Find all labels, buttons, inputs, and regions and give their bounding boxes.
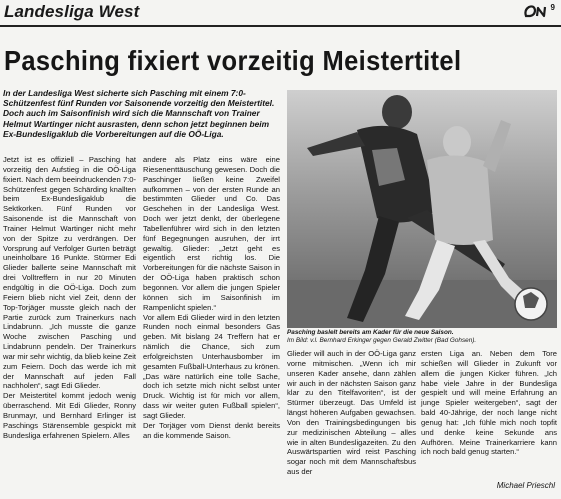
article-headline: Pasching fixiert vorzeitig Meistertitel (4, 45, 462, 76)
page-number: 9 (550, 3, 555, 12)
paragraph: Vor allem Edi Glieder wird in den letzten Runden noch einmal besonders Gas geben. Mit bislang 24 Treffern hat er nämlich die Chance, sich zum erfolgreichsten Unterhausbomber im gesamten Fußball-Unterhaus zu krönen. „Das wäre natürlich eine tolle Sache, doch ich setzte mich nicht selbst unter Druck. Wichtig ist für mich vor allem, dass wir weiter guten Fußball spielen“, sagt Glieder. (143, 312, 280, 420)
text-column-4 (421, 349, 557, 457)
paragraph: ersten Liga an. Neben dem Tore schießen will Glieder in Zukunft vor allem die jungen Kicker führen. „Ich habe viele Jahre in der Bundesliga gespielt und will meine Erfahrung an junge Spieler weitergeben“, sagt der bald 40-Jährige, der noch lange nicht genug hat: „Ich fühle mich noch topfit und denke keine Sekunde ans Aufhören. Meine Trainerkarriere kann ich noch bald genug starten.“ (421, 349, 557, 457)
photo-caption (287, 329, 557, 344)
header-divider (0, 25, 561, 27)
text-column-3 (287, 349, 416, 477)
lead-text: In der Landesliga West sicherte sich Pasching mit einem 7:0-Schützenfest fünf Runden vor Saisonende vorzeitig den Meistertitel. Doch auch im Saisonfinish wird sich die Mannschaft von Trainer Helmut Wartinger nicht ausrasten, denn schon jetzt beginnen beim Ex-Bundesligaklub die Vorbereitungen auf die OÖ-Liga. (3, 88, 275, 139)
paragraph: Der Meistertitel kommt jedoch wenig überraschend. Mit Edi Glieder, Ronny Brunmayr, und Bernhard Erlinger ist Paschings Stärensemble gespickt mit Bundesliga erfahrenen Spielern. Alles (3, 391, 136, 440)
paragraph: andere als Platz eins wäre eine Riesenenttäuschung gewesen. Doch die Paschinger ließen keine Zweifel aufkommen – von der ersten Runde an bestimmten Glieder und Co. Das Geschehen in der Landesliga West. Doch wer jetzt denkt, der überlegene Tabellenführer wird sich in den letzten fünf Begegnungen ausruhen, der irrt gewaltig. Glieder: „Jetzt geht es eigentlich erst richtig los. Die Vorbereitungen für die nächste Saison in der OÖ-Liga haben praktisch schon begonnen. Vor allem die jungen Spieler können sich im Saisonfinish im Rampenlicht spielen.“ (143, 155, 280, 312)
paragraph: Jetzt ist es offiziell – Pasching hat vorzeitig den Aufstieg in die OÖ-Liga fixiert. Nach dem beeindruckenden 7:0-Schützenfest gegen Schärding knallten beim Ex-Bundesligaklub die Sektkorken. Fünf Runden vor Saisonende ist die Mannschaft von Trainer Helmut Wartinger nicht mehr von der Spitze zu verdrängen. Der Vorsprung auf Verfolger Gurten beträgt uneinholbare 16 Punkte. Stürmer Edi Glieder ballerte seine Mannschaft mit drei Volltreffern in nur 20 Minuten endgültig in die OÖ-Liga. Doch zum Feiern blieb nicht viel Zeit, denn der Top-Torjäger musste gleich nach der Partie zurück zum Trainerkurs nach Lindabrunn. „Ich musste die ganze Woche zwischen Pasching und Lindabrunn pendeln. Der Trainerkurs war mir sehr wichtig, da blieb keine Zeit zum Feiern. Doch das werde ich mit der Mannschaft auf jeden Fall nachholen“, sagt Edi Glieder. (3, 155, 136, 391)
caption-title: Pasching baslelt bereits am Kader für die neue Saison. (287, 329, 454, 336)
paragraph: Glieder will auch in der OÖ-Liga ganz vorne mitmischen. „Wenn ich mir unseren Kader ansehe, dann zählen wir auch in der nächsten Saison ganz klar zu den Titelfavoriten“, ist der Stürmer überzeugt. Das Umfeld ist längst höheren Aufgaben gewachsen. Von den Trainingsbedingungen bis zur medizinischen Abteilung – alles wie in alten Bundesligazeiten. Zu den Auswärtspartien wird reist Pasching sogar noch mit dem Mannschaftsbus aus der (287, 349, 416, 477)
paragraph: Der Torjäger vom Dienst denkt bereits an die kommende Saison. (143, 420, 280, 440)
article-photo (287, 90, 557, 328)
publication-logo (523, 4, 547, 18)
caption-credit: Im Bild: v.l. Bernhard Erkinger gegen Gerald Zwitter (Bad Gohsen). (287, 336, 477, 344)
text-column-1 (3, 155, 136, 440)
author-byline: Michael Prieschl (496, 481, 555, 490)
section-title: Landesliga West (4, 2, 140, 21)
text-column-2 (143, 155, 280, 440)
article-lead (3, 88, 281, 139)
logo-mark-icon (523, 4, 549, 18)
football-players-image (287, 90, 557, 328)
